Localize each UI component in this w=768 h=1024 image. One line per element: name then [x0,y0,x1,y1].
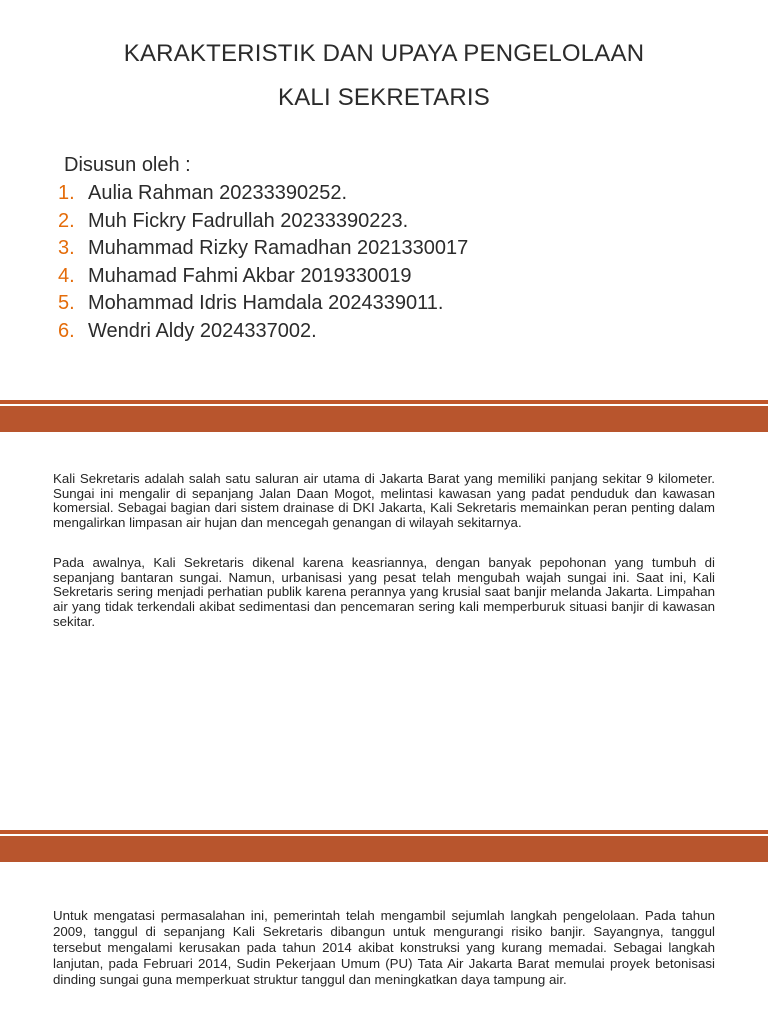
list-number: 1. [58,182,75,204]
title-slide [0,0,768,400]
author-name: Wendri Aldy 2024337002. [88,319,317,342]
author-name: Muhammad Rizky Ramadhan 2021330017 [88,237,469,259]
list-number: 6. [58,319,75,342]
separator-bar [0,836,768,862]
title-line-1: KARAKTERISTIK DAN UPAYA PENGELOLAAN [123,40,645,67]
title-line-2: KALI SEKRETARIS [278,84,490,111]
author-item [58,265,468,293]
authors-heading: Disusun oleh : [64,154,191,176]
list-number: 2. [58,209,75,232]
separator-bar [0,406,768,432]
author-item [58,320,468,348]
author-name: Aulia Rahman 20233390252. [88,182,348,204]
author-name: Muh Fickry Fadrullah 20233390223. [88,209,409,232]
author-list [58,182,468,347]
author-name: Muhamad Fahmi Akbar 2019330019 [88,264,412,287]
list-number: 5. [58,292,75,314]
paragraph: Untuk mengatasi permasalahan ini, pemerintah telah mengambil sejumlah langkah pengelolaan. Pada tahun 2009, tanggul di sepanjang Kali Sekretaris dibangun untuk mengurangi risiko banjir. Sayangnya, tanggul tersebut mengalami kerusakan pada tahun 2014 akibat konstruksi yang kurang memadai. Sebagai langkah lanjutan, pada Februari 2014, Sudin Pekerjaan Umum (PU) Tata Air Jakarta Barat memulai proyek betonisasi dinding sungai guna memperkuat struktur tanggul dan meningkatkan daya tampung air. [53,908,715,987]
separator-bar-thin [0,400,768,404]
author-item [58,210,468,238]
list-number: 4. [58,264,75,287]
separator-bar-thin [0,830,768,834]
author-item [58,237,468,265]
paragraph: Kali Sekretaris adalah salah satu saluran air utama di Jakarta Barat yang memiliki panjang sekitar 9 kilometer. Sungai ini mengalir di sepanjang Jalan Daan Mogot, melintasi kawasan yang padat penduduk dan kawasan komersial. Sebagai bagian dari sistem drainase di DKI Jakarta, Kali Sekretaris memainkan peran penting dalam mengalirkan limpasan air hujan dan mencegah genangan di wilayah sekitarnya. [53,471,715,531]
author-item [58,292,468,320]
list-number: 3. [58,237,75,259]
author-name: Mohammad Idris Hamdala 2024339011. [88,292,444,314]
paragraph: Pada awalnya, Kali Sekretaris dikenal karena keasriannya, dengan banyak pepohonan yang tumbuh di sepanjang bantaran sungai. Namun, urbanisasi yang pesat telah mengubah wajah sungai ini. Saat ini, Kali Sekretaris sering menjadi perhatian publik karena perannya yang krusial saat banjir melanda Jakarta. Limpahan air yang tidak terkendali akibat sedimentasi dan pencemaran sering kali memperburuk situasi banjir di kawasan sekitar. [53,555,715,629]
author-item [58,182,468,210]
